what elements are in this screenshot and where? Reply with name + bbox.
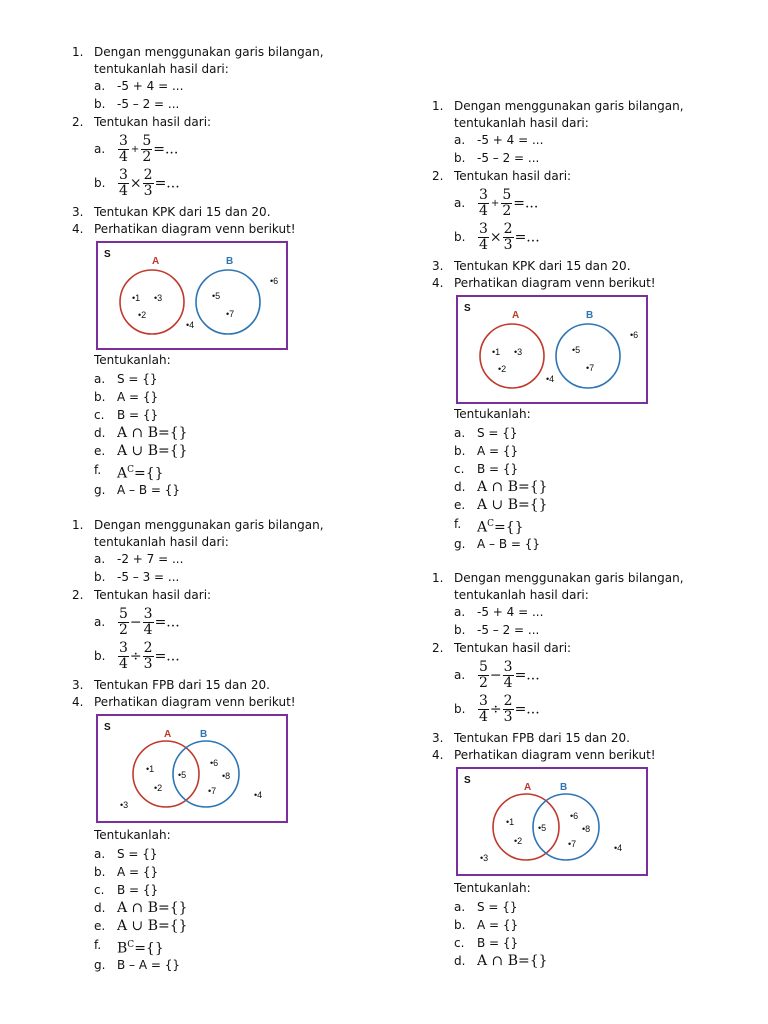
fraction: $\frac{3}{4}$	[119, 640, 128, 672]
venn-svg	[458, 297, 646, 402]
element-5: •5	[538, 823, 547, 833]
part-b-text: A = {}	[477, 918, 519, 932]
q3-number: 3.	[432, 259, 444, 273]
element-7: •7	[568, 839, 577, 849]
q1b-text: -5 – 2 = ...	[477, 623, 540, 637]
part-c-text: B = {}	[477, 936, 519, 950]
worksheet-2	[432, 54, 732, 564]
item-label: f.	[94, 463, 102, 477]
item-label: f.	[454, 517, 462, 531]
element-8: •8	[222, 771, 231, 781]
worksheet-4	[432, 526, 732, 976]
item-label: a.	[454, 133, 466, 147]
set-a-circle	[120, 270, 184, 334]
set-a-label: A	[164, 729, 172, 740]
q1a-text: -2 + 7 = ...	[117, 552, 184, 566]
q2-number: 2.	[72, 588, 84, 602]
fraction: $\frac{3}{4}$	[479, 221, 488, 253]
item-label: a.	[454, 668, 466, 682]
item-label: b.	[454, 918, 466, 932]
item-label: d.	[94, 901, 106, 915]
fraction: $\frac{2}{3}$	[143, 640, 153, 672]
element-3: •3	[120, 800, 129, 810]
element-4: •4	[614, 843, 623, 853]
element-7: •7	[226, 309, 235, 319]
q1b-text: -5 – 2 = ...	[477, 151, 540, 165]
set-b-label: B	[200, 729, 208, 740]
fraction: $\frac{2}{3}$	[503, 221, 513, 253]
q1-number: 1.	[72, 518, 84, 532]
q2a-expression: $\frac{5}{2}$ − $\frac{3}{4}$ =...	[119, 606, 180, 638]
item-label: e.	[94, 444, 106, 458]
part-c-text: B = {}	[477, 462, 519, 476]
q1-number: 1.	[432, 99, 444, 113]
item-label: b.	[94, 390, 106, 404]
q2a-expression: $\frac{5}{2}$ − $\frac{3}{4}$ =...	[479, 659, 540, 691]
set-b-label: B	[586, 310, 594, 321]
item-label: d.	[454, 954, 466, 968]
venn-diagram	[456, 295, 648, 404]
item-label: b.	[94, 570, 106, 584]
q4-text: Perhatikan diagram venn berikut!	[454, 276, 656, 290]
item-label: c.	[454, 462, 465, 476]
q1-text-2: tentukanlah hasil dari:	[454, 116, 589, 130]
part-b-text: A = {}	[117, 390, 159, 404]
part-c-text: B = {}	[117, 883, 159, 897]
q2-number: 2.	[432, 641, 444, 655]
q1-text-2: tentukanlah hasil dari:	[94, 62, 229, 76]
q1-number: 1.	[72, 45, 84, 59]
part-b-text: A = {}	[477, 444, 519, 458]
venn-svg	[98, 716, 286, 821]
fraction: $\frac{3}{4}$	[119, 167, 128, 199]
item-label: a.	[94, 372, 106, 386]
q1-text-2: tentukanlah hasil dari:	[94, 535, 229, 549]
set-a-label: A	[524, 782, 532, 793]
part-d-text: A ∩ B={}	[477, 953, 548, 969]
set-b-circle	[196, 270, 260, 334]
fraction: $\frac{2}{3}$	[143, 167, 153, 199]
element-6: •6	[570, 811, 579, 821]
q2-number: 2.	[432, 169, 444, 183]
element-6: •6	[270, 276, 279, 286]
q2a-expression: $\frac{3}{4}$ + $\frac{5}{2}$ =...	[479, 187, 539, 219]
item-label: g.	[94, 483, 106, 497]
q2-text: Tentukan hasil dari:	[94, 588, 212, 602]
part-g-text: A – B = {}	[477, 537, 541, 551]
part-d-text: A ∩ B={}	[117, 425, 188, 441]
set-b-circle	[556, 324, 620, 388]
element-4: •4	[254, 790, 263, 800]
part-d-text: A ∩ B={}	[477, 479, 548, 495]
item-label: g.	[94, 958, 106, 972]
item-label: a.	[94, 142, 106, 156]
element-3: •3	[480, 853, 489, 863]
item-label: b.	[454, 444, 466, 458]
element-3: •3	[514, 347, 523, 357]
element-5: •5	[572, 345, 581, 355]
element-1: •1	[132, 293, 141, 303]
q2b-expression: $\frac{3}{4}$ ÷ $\frac{2}{3}$ =...	[119, 640, 180, 672]
q3-text: Tentukan KPK dari 15 dan 20.	[454, 259, 631, 273]
q4-number: 4.	[432, 748, 444, 762]
q3-text: Tentukan FPB dari 15 dan 20.	[454, 731, 630, 745]
venn-diagram	[456, 767, 648, 876]
q4-number: 4.	[432, 276, 444, 290]
q2-text: Tentukan hasil dari:	[454, 169, 572, 183]
fraction: $\frac{3}{4}$	[503, 659, 513, 691]
item-label: b.	[454, 702, 466, 716]
q3-number: 3.	[72, 678, 84, 692]
part-a-text: S = {}	[117, 847, 158, 861]
element-4: •4	[546, 374, 555, 384]
worksheet-1	[72, 0, 372, 510]
q1-text-2: tentukanlah hasil dari:	[454, 588, 589, 602]
set-b-label: B	[226, 256, 234, 267]
part-g-text: A – B = {}	[117, 483, 181, 497]
item-label: f.	[94, 938, 102, 952]
q3-text: Tentukan FPB dari 15 dan 20.	[94, 678, 270, 692]
fraction: $\frac{3}{4}$	[479, 693, 488, 725]
set-a-label: A	[512, 310, 520, 321]
part-c-text: B = {}	[117, 408, 159, 422]
q1-text: Dengan menggunakan garis bilangan,	[454, 99, 684, 113]
element-4: •4	[186, 320, 195, 330]
fraction: $\frac{3}{4}$	[119, 133, 128, 165]
universal-set-label: S	[464, 303, 471, 314]
item-label: b.	[454, 230, 466, 244]
q2-text: Tentukan hasil dari:	[94, 115, 212, 129]
q4-number: 4.	[72, 695, 84, 709]
part-e-text: A ∪ B={}	[477, 497, 548, 513]
venn-diagram	[96, 241, 288, 350]
element-2: •2	[154, 783, 163, 793]
part-b-text: A = {}	[117, 865, 159, 879]
element-1: •1	[492, 347, 501, 357]
q1b-text: -5 – 3 = ...	[117, 570, 180, 584]
item-label: a.	[94, 79, 106, 93]
part-g-text: B – A = {}	[117, 958, 181, 972]
q3-number: 3.	[432, 731, 444, 745]
q1-text: Dengan menggunakan garis bilangan,	[454, 571, 684, 585]
element-1: •1	[146, 764, 155, 774]
item-label: a.	[454, 196, 466, 210]
element-3: •3	[154, 293, 163, 303]
q2-number: 2.	[72, 115, 84, 129]
item-label: b.	[454, 623, 466, 637]
instruction-text: Tentukanlah:	[94, 828, 171, 842]
item-label: e.	[94, 919, 106, 933]
part-a-text: S = {}	[117, 372, 158, 386]
element-7: •7	[586, 363, 595, 373]
item-label: c.	[94, 408, 105, 422]
item-label: a.	[94, 615, 106, 629]
set-a-label: A	[152, 256, 160, 267]
q4-text: Perhatikan diagram venn berikut!	[94, 222, 296, 236]
item-label: a.	[94, 847, 106, 861]
q2b-expression: $\frac{3}{4}$ × $\frac{2}{3}$ =...	[119, 167, 180, 199]
q1-text: Dengan menggunakan garis bilangan,	[94, 45, 324, 59]
q1b-text: -5 – 2 = ...	[117, 97, 180, 111]
venn-svg	[98, 243, 286, 348]
fraction: $\frac{2}{3}$	[503, 693, 513, 725]
venn-svg	[458, 769, 646, 874]
item-label: e.	[454, 498, 466, 512]
universal-set-label: S	[104, 249, 111, 260]
element-1: •1	[506, 817, 515, 827]
part-e-text: A ∪ B={}	[117, 443, 188, 459]
universal-set-label: S	[104, 722, 111, 733]
fraction: $\frac{5}{2}$	[479, 659, 488, 691]
item-label: b.	[94, 176, 106, 190]
universal-set-label: S	[464, 775, 471, 786]
fraction: $\frac{3}{4}$	[479, 187, 488, 219]
element-5: •5	[212, 291, 221, 301]
q3-text: Tentukan KPK dari 15 dan 20.	[94, 205, 271, 219]
item-label: d.	[454, 480, 466, 494]
part-f-text: $A^C=\{\}$	[477, 519, 524, 536]
item-label: a.	[454, 605, 466, 619]
set-a-circle	[480, 324, 544, 388]
instruction-text: Tentukanlah:	[454, 407, 531, 421]
item-label: b.	[94, 97, 106, 111]
fraction: $\frac{5}{2}$	[142, 133, 152, 165]
q2b-expression: $\frac{3}{4}$ × $\frac{2}{3}$ =...	[479, 221, 540, 253]
item-label: a.	[454, 426, 466, 440]
q2-text: Tentukan hasil dari:	[454, 641, 572, 655]
item-label: b.	[94, 649, 106, 663]
element-6: •6	[210, 758, 219, 768]
item-label: c.	[454, 936, 465, 950]
q4-text: Perhatikan diagram venn berikut!	[94, 695, 296, 709]
part-a-text: S = {}	[477, 900, 518, 914]
instruction-text: Tentukanlah:	[454, 881, 531, 895]
item-label: a.	[454, 900, 466, 914]
fraction: $\frac{3}{4}$	[143, 606, 153, 638]
q3-number: 3.	[72, 205, 84, 219]
q1-text: Dengan menggunakan garis bilangan,	[94, 518, 324, 532]
item-label: b.	[94, 865, 106, 879]
item-label: c.	[94, 883, 105, 897]
part-a-text: S = {}	[477, 426, 518, 440]
item-label: g.	[454, 537, 466, 551]
item-label: b.	[454, 151, 466, 165]
set-a-circle	[493, 794, 559, 860]
part-d-text: A ∩ B={}	[117, 900, 188, 916]
set-a-circle	[133, 741, 199, 807]
q1a-text: -5 + 4 = ...	[477, 133, 544, 147]
element-7: •7	[208, 786, 217, 796]
q2a-expression: $\frac{3}{4}$ + $\frac{5}{2}$ =...	[119, 133, 179, 165]
q1a-text: -5 + 4 = ...	[477, 605, 544, 619]
item-label: d.	[94, 426, 106, 440]
fraction: $\frac{5}{2}$	[502, 187, 512, 219]
q4-number: 4.	[72, 222, 84, 236]
q1-number: 1.	[432, 571, 444, 585]
q4-text: Perhatikan diagram venn berikut!	[454, 748, 656, 762]
element-2: •2	[514, 836, 523, 846]
element-5: •5	[178, 770, 187, 780]
q2b-expression: $\frac{3}{4}$ ÷ $\frac{2}{3}$ =...	[479, 693, 540, 725]
worksheet-3	[72, 473, 372, 983]
element-2: •2	[138, 310, 147, 320]
venn-diagram	[96, 714, 288, 823]
part-f-text: $A^C=\{\}$	[117, 465, 164, 482]
part-e-text: A ∪ B={}	[117, 918, 188, 934]
fraction: $\frac{5}{2}$	[119, 606, 128, 638]
instruction-text: Tentukanlah:	[94, 353, 171, 367]
set-b-label: B	[560, 782, 568, 793]
item-label: a.	[94, 552, 106, 566]
element-2: •2	[498, 364, 507, 374]
q1a-text: -5 + 4 = ...	[117, 79, 184, 93]
element-8: •8	[582, 824, 591, 834]
part-f-text: $B^C=\{\}$	[117, 940, 164, 957]
element-6: •6	[630, 330, 639, 340]
